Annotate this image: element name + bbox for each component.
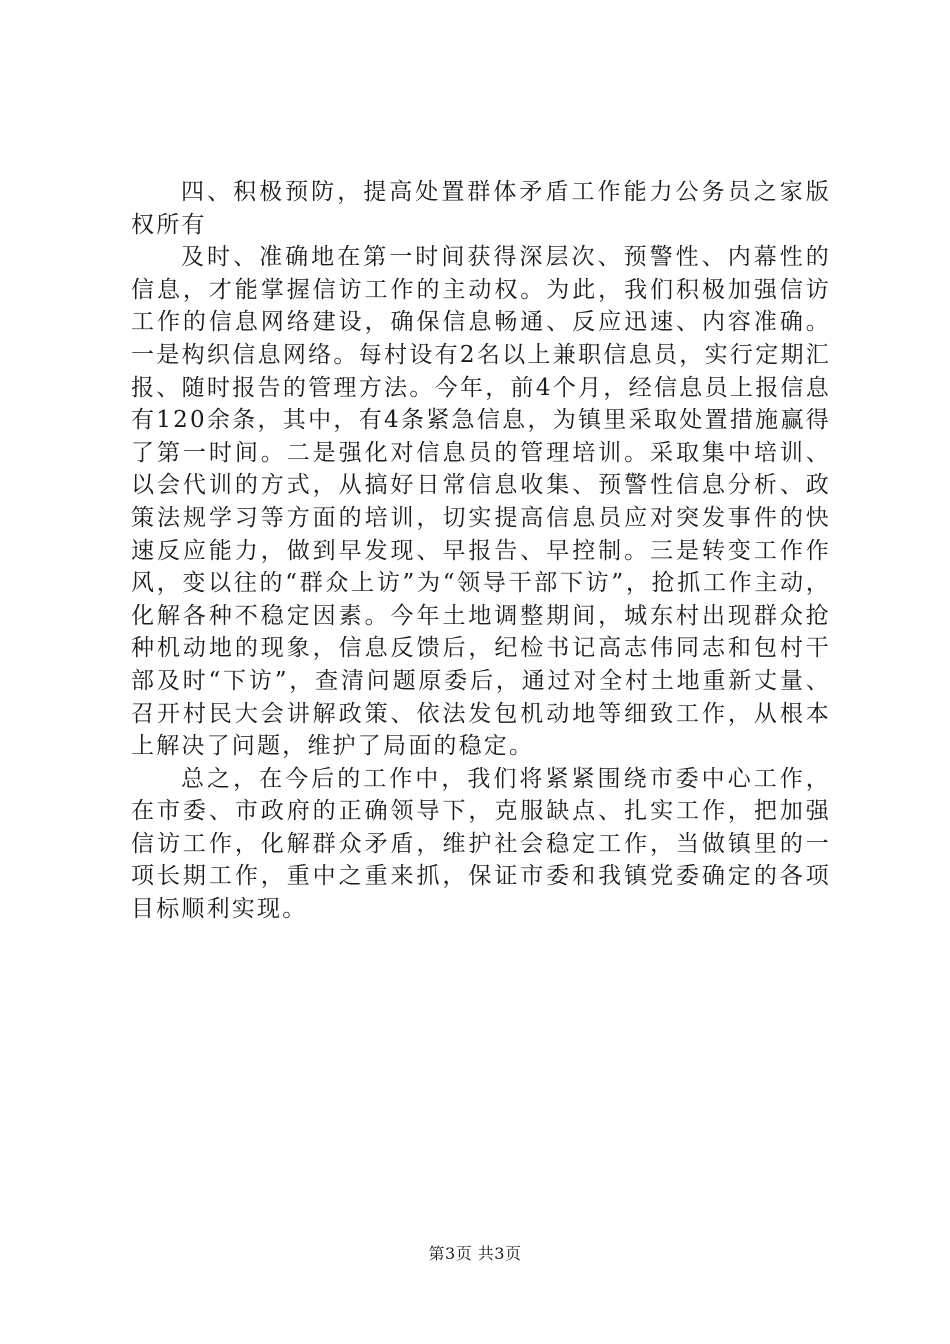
body-paragraph: 及时、准确地在第一时间获得深层次、预警性、内幕性的信息，才能掌握信访工作的主动权。为此，我们积极加强信访工作的信息网络建设，确保信息畅通、反应迅速、内容准确。一是构织信息网络。每村设有2名以上兼职信息员，实行定期汇报、随时报告的管理方法。今年，前4个月，经信息员上报信息有120余条，其中，有4条紧急信息，为镇里采取处置措施赢得了第一时间。二是强化对信息员的管理培训。采取集中培训、以会代训的方式，从搞好日常信息收集、预警性信息分析、政策法规学习等方面的培训，切实提高信息员应对突发事件的快速反应能力，做到早发现、早报告、早控制。三是转变工作作风，变以往的“群众上访”为“领导干部下访”，抢抓工作主动，化解各种不稳定因素。今年土地调整期间，城东村出现群众抢种机动地的现象，信息反馈后，纪检书记高志伟同志和包村干部及时“下访”，查清问题原委后，通过对全村土地重新丈量、召开村民大会讲解政策、依法发包机动地等细致工作，从根本上解决了问题，维护了局面的稳定。 — [131, 244, 831, 760]
page-number-footer: 第3页 共3页 — [428, 1244, 522, 1263]
document-body — [131, 176, 831, 926]
conclusion-paragraph: 总之，在今后的工作中，我们将紧紧围绕市委中心工作，在市委、市政府的正确领导下，克服缺点、扎实工作，把加强信访工作，化解群众矛盾，维护社会稳定工作，当做镇里的一项长期工作，重中之重来抓，保证市委和我镇党委确定的各项目标顺利实现。 — [131, 765, 831, 923]
section-heading: 四、积极预防，提高处置群体矛盾工作能力公务员之家版权所有 — [131, 179, 831, 238]
